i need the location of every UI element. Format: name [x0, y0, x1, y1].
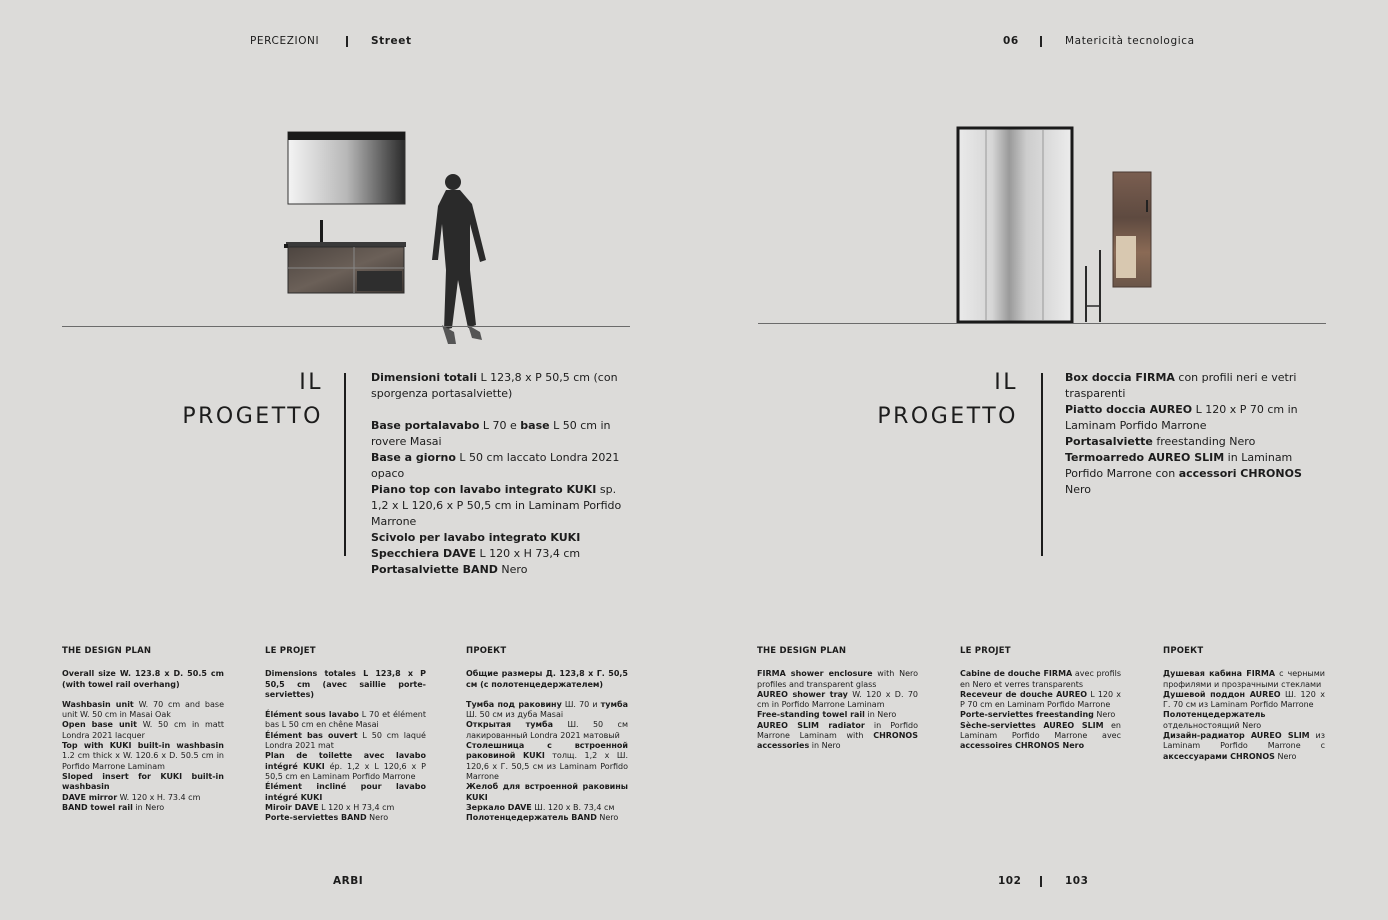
description-text: Ш. 70 и [561, 699, 601, 709]
description-text: ép. 1,2 x L 120,6 x P 50,5 cm en Laminam Porfido Marrone [265, 761, 426, 781]
spacer [62, 690, 224, 700]
bold-term: Portasalviette BAND [371, 563, 498, 576]
column-heading: ПРОЕКТ [466, 646, 507, 656]
freestanding-towel-rail [1086, 250, 1100, 322]
description-text: L 120 x P 70 cm in Laminam Porfido Marrone [1065, 403, 1298, 432]
bold-term: Душевая кабина FIRMA [1163, 669, 1276, 679]
description-text: avec profils en Nero et verres transparents [960, 669, 1122, 689]
bold-term: Желоб для встроенной раковины KUKI [466, 782, 628, 802]
column-item [757, 690, 918, 711]
translation-column-fr-left [265, 646, 426, 823]
footer-divider [1040, 876, 1042, 887]
description-text: L 50 cm laqué Londra 2021 mat [265, 730, 426, 751]
description-text: in Porfido Marrone Laminam with [757, 720, 918, 741]
header-divider-left [346, 36, 348, 47]
description-text: con profili neri e vetri trasparenti [1065, 371, 1297, 400]
column-item [466, 720, 628, 741]
column-heading: THE DESIGN PLAN [62, 646, 152, 656]
bold-term: Porte-serviettes freestanding [960, 710, 1094, 720]
column-item [466, 803, 628, 813]
column-item [62, 700, 224, 721]
bold-term: Termoarredo AUREO SLIM [1065, 451, 1225, 464]
description-text: L 120 x P 70 cm en Laminam Porfido Marrone [960, 689, 1121, 710]
bold-term: Overall size W. 123.8 x D. 50.5 cm (with towel rail overhang) [62, 669, 224, 689]
description-text: W. 70 cm and base unit W. 50 cm in Masai Oak [62, 699, 224, 720]
bold-term: Общие размеры Д. 123,8 x Г. 50,5 см (с полотенцедержателем) [466, 669, 628, 689]
column-item [466, 813, 628, 823]
page-title-right [855, 366, 1018, 434]
description-text: Ш. 120 x В. 73,4 см [531, 802, 615, 812]
description-text: из Laminam Porfido Marrone с [1163, 731, 1325, 751]
bold-term: тумба [600, 699, 628, 709]
translation-column-en-left [62, 646, 224, 813]
bold-term: Élément bas ouvert [265, 730, 358, 740]
bold-term: Open base unit [62, 720, 137, 730]
description-text: отдельностоящий Nero [1163, 720, 1262, 730]
column-item [1163, 731, 1325, 762]
description-text: Nero [596, 813, 619, 823]
description-text: en Laminam Porfido Marrone avec [960, 720, 1121, 741]
bold-term: DAVE mirror [62, 792, 118, 802]
description-text: with Nero profiles and transparent glass [757, 669, 918, 689]
spacer [466, 690, 628, 700]
column-item [62, 803, 224, 813]
bold-term: Открытая тумба [466, 720, 554, 730]
footer-brand: ARBI [333, 875, 364, 887]
description-text: in Nero [864, 710, 897, 720]
bold-term: Porte-serviettes BAND [265, 813, 367, 823]
column-item [62, 720, 224, 741]
spec-list-right [1065, 370, 1327, 498]
bold-term: Élément incliné pour lavabo intégré KUKI [265, 782, 426, 802]
title-line-2: PROGETTO [182, 404, 323, 429]
bold-term: CHRONOS accessories [757, 731, 918, 751]
column-item [265, 710, 426, 731]
column-item [62, 669, 224, 690]
description-text: W. 50 cm in matt Londra 2021 lacquer [62, 720, 224, 740]
header-chapter-number: 06 [1003, 35, 1019, 47]
title-divider-right [1041, 373, 1043, 556]
bold-term: Piano top con lavabo integrato KUKI [371, 483, 597, 496]
description-text: Ш. 50 см лакированный Londra 2021 матовый [466, 720, 628, 740]
spec-item [371, 450, 631, 482]
vanity-illustration [62, 120, 632, 350]
bold-term: Столешница с встроенной раковиной KUKI [466, 741, 628, 761]
bold-term: Дизайн-радиатор AUREO SLIM [1163, 731, 1310, 741]
bold-term: Miroir DAVE [265, 802, 319, 812]
column-item [466, 700, 628, 721]
bold-term: Тумба под раковину [466, 699, 562, 709]
bold-term: Box doccia FIRMA [1065, 371, 1175, 384]
column-item [62, 772, 224, 793]
bold-term: Free-standing towel rail [757, 710, 865, 720]
description-text: Nero [497, 563, 528, 576]
description-text: толщ. 1,2 x Ш. 120,6 x Г. 50,5 см из Laminam Porfido Marrone [466, 751, 628, 781]
column-item [62, 741, 224, 772]
column-item [265, 751, 426, 782]
aureo-slim-radiator [1113, 172, 1151, 287]
spec-item [371, 530, 631, 546]
description-text: in Nero [809, 741, 841, 751]
bold-term: Élément sous lavabo [265, 710, 359, 720]
translation-column-en-right [757, 646, 918, 752]
column-item [1163, 669, 1325, 690]
description-text: L 50 cm laccato Londra 2021 opaco [371, 451, 620, 480]
washbasin-vanity [284, 220, 406, 293]
column-item [265, 669, 426, 700]
page-title-left [160, 366, 323, 434]
description-text: in Nero [132, 802, 165, 812]
spec-item [371, 482, 631, 530]
description-text: sp. 1,2 x L 120,6 x P 50,5 cm in Laminam Porfido Marrone [371, 483, 622, 528]
spacer [371, 402, 631, 418]
page-number-left: 102 [998, 875, 1022, 887]
dave-mirror [288, 132, 405, 204]
header-section-left: PERCEZIONI [250, 35, 320, 47]
column-item [1163, 710, 1325, 731]
column-item [960, 721, 1121, 752]
floor-line-left [62, 326, 630, 327]
column-item [960, 710, 1121, 720]
bold-term: AUREO SLIM radiator [757, 720, 865, 730]
bold-term: Cabine de douche FIRMA [960, 669, 1073, 679]
column-item [757, 710, 918, 720]
bold-term: AUREO shower tray [757, 689, 848, 699]
description-text: L 70 et élément bas L 50 cm en chêne Masai [265, 710, 426, 730]
bold-term: Полотенцедержатель [1163, 710, 1266, 720]
description-text: Nero [366, 813, 389, 823]
page-number-right: 103 [1065, 875, 1089, 887]
spec-item [371, 418, 631, 450]
bold-term: Base a giorno [371, 451, 456, 464]
column-item [757, 721, 918, 752]
title-divider-left [344, 373, 346, 556]
bold-term: Receveur de douche AUREO [960, 689, 1088, 699]
header-divider-right [1040, 36, 1042, 47]
bold-term: FIRMA shower enclosure [757, 669, 873, 679]
translation-column-ru-right [1163, 646, 1325, 762]
person-silhouette-figure [432, 174, 486, 344]
firma-shower-enclosure [958, 128, 1072, 322]
description-text: Ш. 120 x Г. 70 см из Laminam Porfido Marrone [1163, 689, 1325, 710]
bold-term: accessoires CHRONOS Nero [960, 741, 1085, 751]
bold-term: Душевой поддон AUREO [1163, 689, 1281, 699]
column-item [960, 669, 1121, 690]
translation-column-ru-left [466, 646, 628, 823]
column-heading: THE DESIGN PLAN [757, 646, 847, 656]
column-item [265, 803, 426, 813]
bold-term: Полотенцедержатель BAND [466, 813, 597, 823]
bold-term: Washbasin unit [62, 699, 134, 709]
description-text: L 120 x H 73,4 cm [318, 802, 395, 812]
bold-term: base [520, 419, 550, 432]
spec-item [1065, 450, 1327, 498]
title-line-2: PROGETTO [877, 404, 1018, 429]
bold-term: BAND towel rail [62, 802, 133, 812]
description-text: L 120 x H 73,4 cm [475, 547, 581, 560]
column-heading: LE PROJET [960, 646, 1011, 656]
description-text: Ш. 50 см из дуба Masai [466, 710, 564, 720]
column-item [466, 741, 628, 782]
bold-term: Piatto doccia AUREO [1065, 403, 1193, 416]
spacer [265, 700, 426, 710]
translation-column-fr-right [960, 646, 1121, 752]
bold-term: Specchiera DAVE [371, 547, 476, 560]
bold-term: аксессуарами CHRONOS [1163, 751, 1275, 761]
column-heading: LE PROJET [265, 646, 316, 656]
bold-term: Dimensioni totali [371, 371, 477, 384]
description-text: с черными профилями и прозрачными стеклами [1163, 669, 1325, 689]
title-line-1: IL [299, 370, 323, 395]
description-text: L 123,8 x P 50,5 cm (con sporgenza portasalviette) [371, 371, 618, 400]
spec-list-left [371, 370, 631, 578]
description-text: in Laminam Porfido Marrone con [1065, 451, 1293, 480]
bold-term: Top with KUKI built-in washbasin [62, 741, 224, 751]
description-text: W. 120 x D. 70 cm in Porfido Marrone Laminam [757, 689, 919, 710]
column-item [960, 690, 1121, 711]
description-text: freestanding Nero [1152, 435, 1256, 448]
column-item [466, 669, 628, 690]
title-line-1: IL [994, 370, 1018, 395]
spec-item [1065, 434, 1327, 450]
bold-term: Зеркало DAVE [466, 802, 532, 812]
bold-term: Scivolo per lavabo integrato KUKI [371, 531, 581, 544]
description-text: Nero [1093, 710, 1116, 720]
description-text: 1.2 cm thick x W. 120.6 x D. 50.5 cm in Porfido Marrone Laminam [62, 751, 224, 771]
column-item [1163, 690, 1325, 711]
spec-item [371, 546, 631, 562]
floor-line-right [758, 323, 1326, 324]
description-text: Nero [1065, 483, 1092, 496]
column-item [265, 782, 426, 803]
bold-term: Sloped insert for KUKI built-in washbasin [62, 771, 224, 792]
column-item [265, 813, 426, 823]
description-text: Nero [1274, 751, 1297, 761]
column-item [466, 782, 628, 803]
header-title-left: Street [371, 35, 412, 47]
bold-term: Plan de toilette avec lavabo intégré KUKI [265, 751, 426, 771]
spec-item [1065, 370, 1327, 402]
description-text: W. 120 x H. 73.4 cm [117, 792, 201, 802]
spec-item [1065, 402, 1327, 434]
bold-term: Portasalviette [1065, 435, 1153, 448]
header-section-right: Matericità tecnologica [1065, 35, 1195, 47]
bold-term: Dimensions totales L 123,8 x P 50,5 cm (avec saillie porte-serviettes) [265, 669, 426, 699]
description-text: L 70 e [479, 419, 521, 432]
column-item [757, 669, 918, 690]
column-heading: ПРОЕКТ [1163, 646, 1204, 656]
spec-item [371, 562, 631, 578]
bold-term: Base portalavabo [371, 419, 480, 432]
column-item [62, 793, 224, 803]
bold-term: Sèche-serviettes AUREO SLIM [960, 720, 1104, 730]
column-item [265, 731, 426, 752]
shower-illustration [758, 120, 1328, 330]
description-text: L 50 cm in rovere Masai [371, 419, 611, 448]
bold-term: accessori CHRONOS [1178, 467, 1302, 480]
spec-item [371, 370, 631, 402]
